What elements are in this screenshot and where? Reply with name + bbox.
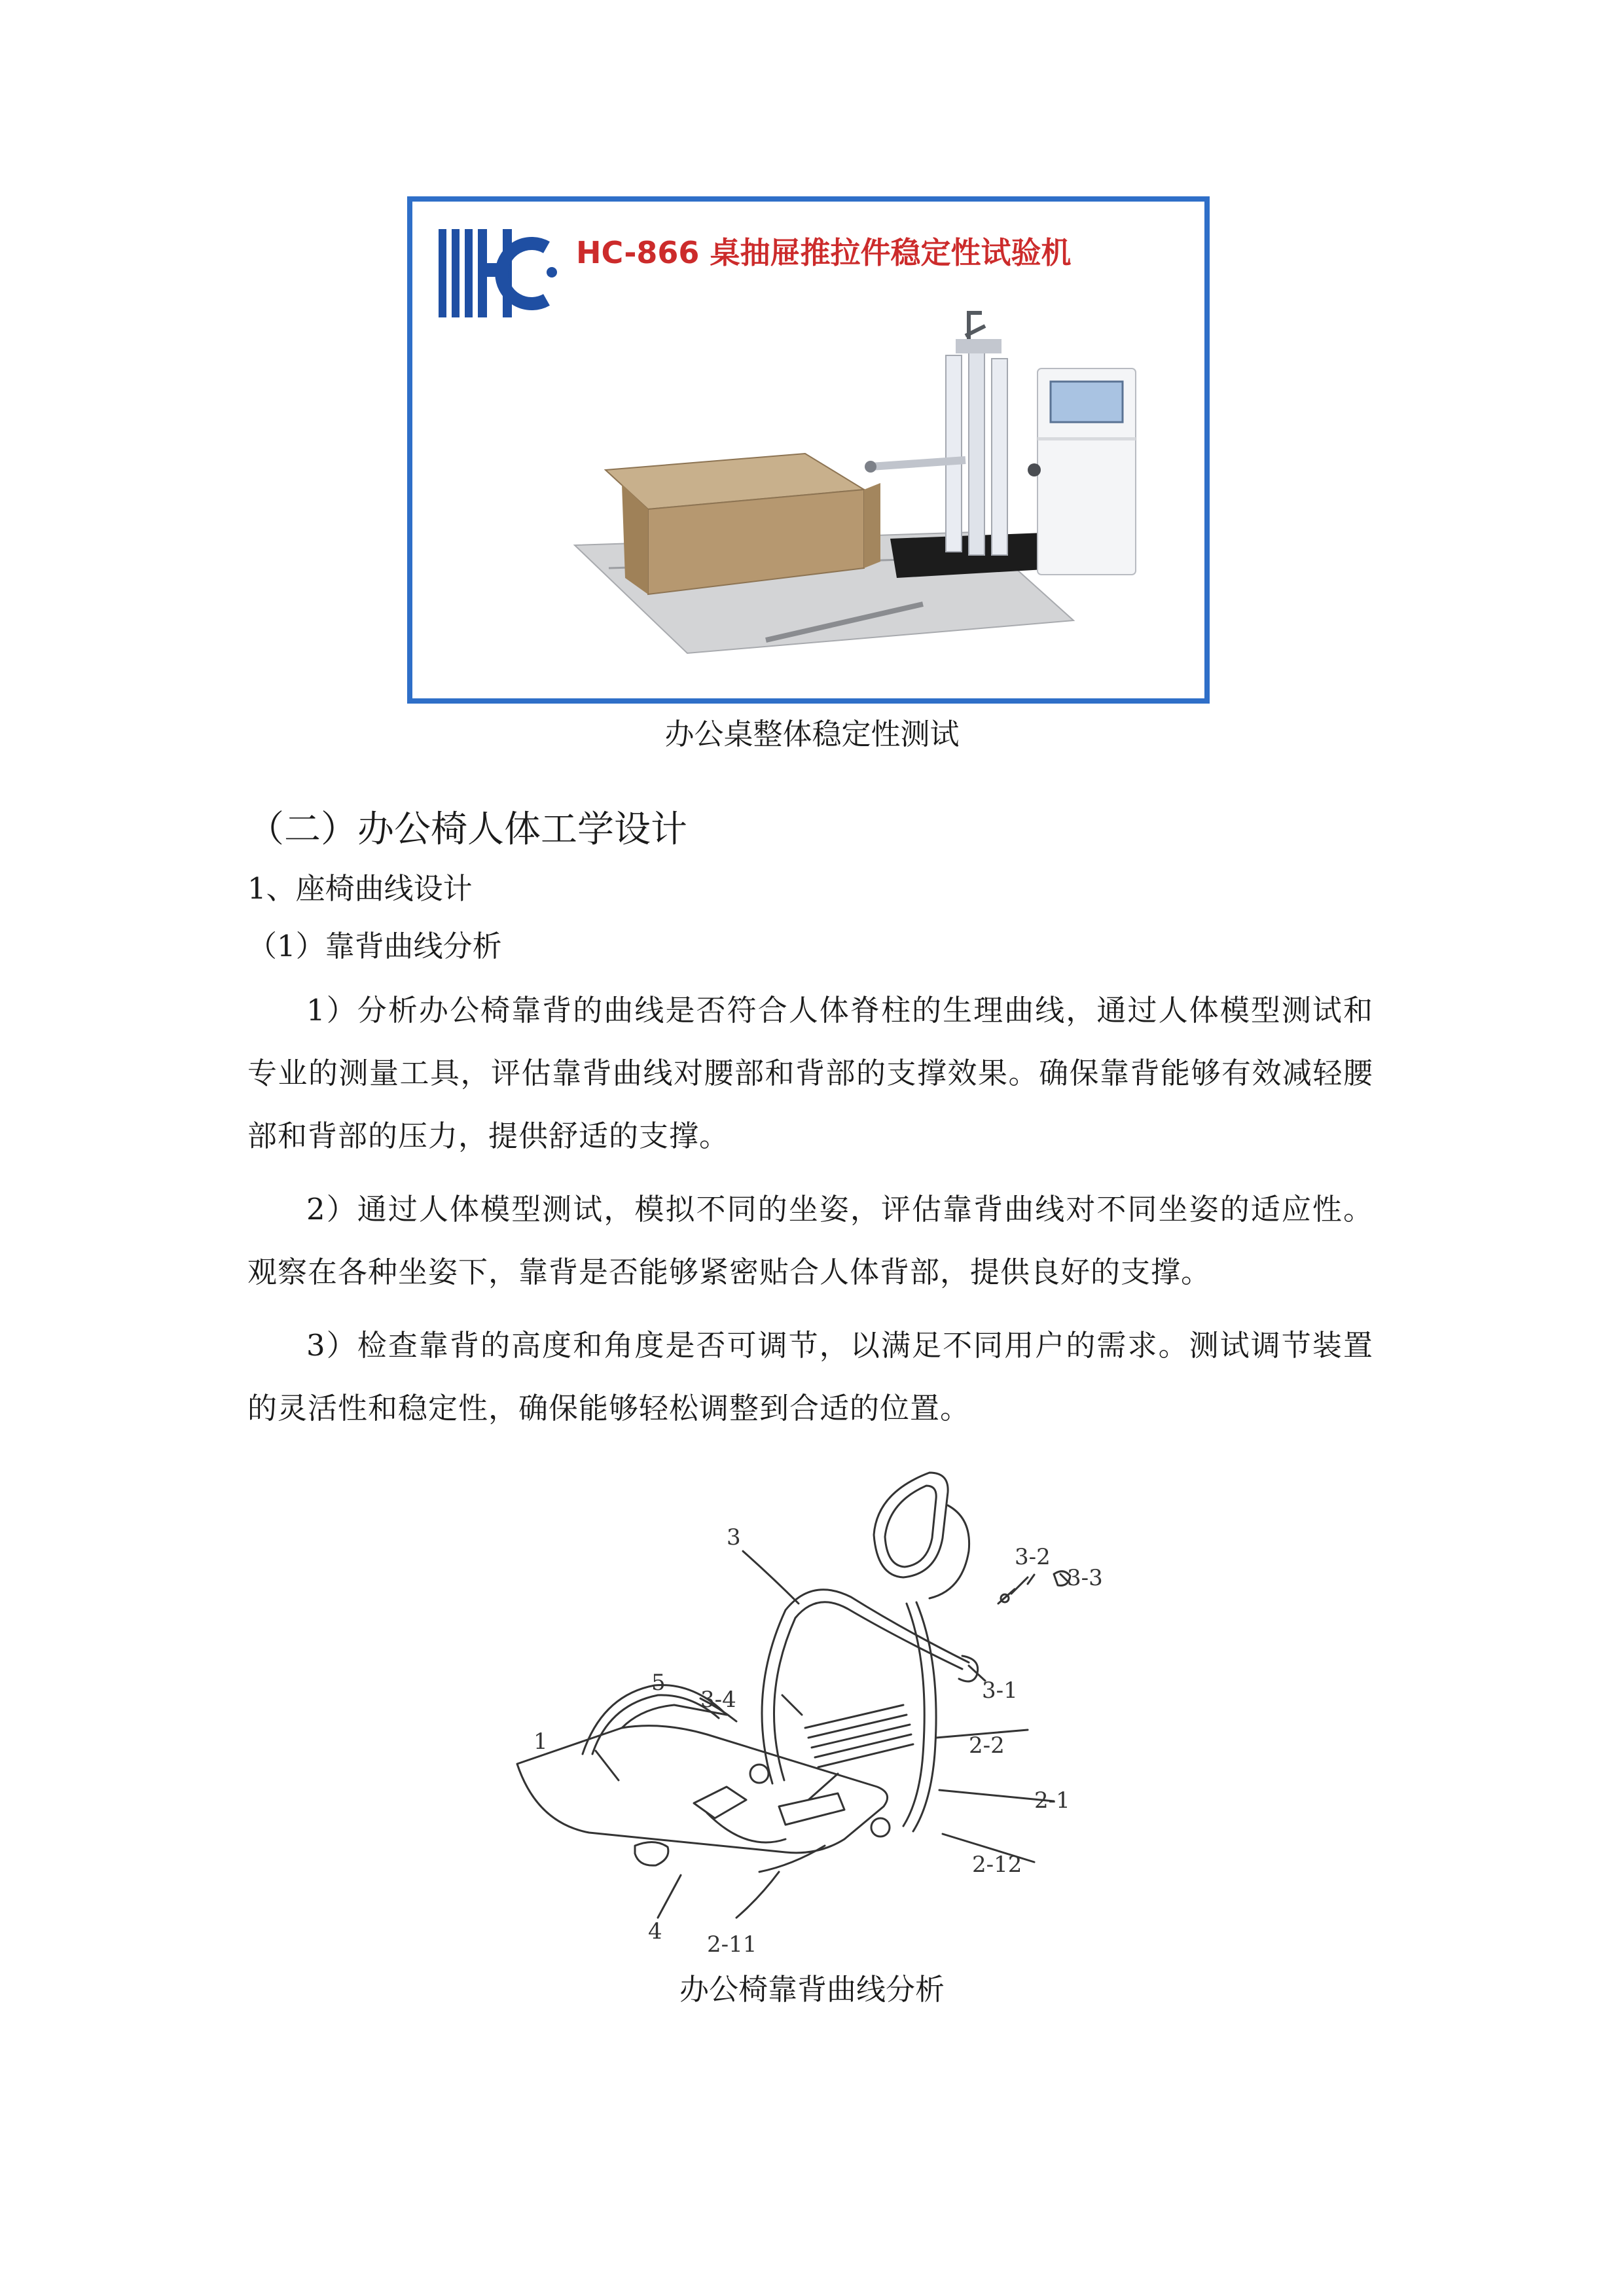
machine-title: HC-866 桌抽屉推拉件稳定性试验机	[576, 235, 1072, 270]
subsection-heading: 1、座椅曲线设计	[247, 871, 473, 906]
section-heading: （二）办公椅人体工学设计	[247, 808, 687, 851]
paragraph-3: 3）检查靠背的高度和角度是否可调节，以满足不同用户的需求。测试调节装置的灵活性和稳定性，确保能够轻松调整到合适的位置。	[247, 1328, 1373, 1426]
part-label-3-4: 3-4	[700, 1687, 736, 1713]
part-label-2-11: 2-11	[707, 1931, 757, 1957]
part-label-2-12: 2-12	[972, 1852, 1022, 1878]
part-label-3: 3	[727, 1524, 741, 1551]
figure1-caption: 办公桌整体稳定性测试	[664, 717, 960, 751]
figure2-caption: 办公椅靠背曲线分析	[679, 1972, 945, 2007]
part-label-3-1: 3-1	[982, 1677, 1018, 1704]
part-label-2-1: 2-1	[1034, 1787, 1070, 1814]
part-label-5: 5	[651, 1670, 666, 1696]
part-label-3-2: 3-2	[1015, 1544, 1051, 1570]
paragraph-2: 2）通过人体模型测试，模拟不同的坐姿，评估靠背曲线对不同坐姿的适应性。观察在各种坐姿下，靠背是否能够紧密贴合人体背部，提供良好的支撑。	[247, 1192, 1373, 1289]
test-machine-photo	[407, 196, 1210, 704]
part-label-1: 1	[533, 1729, 548, 1755]
chair-diagram	[511, 1446, 1139, 1957]
sub-subsection-heading: （1）靠背曲线分析	[247, 929, 502, 963]
test-machine-illustration	[412, 202, 1204, 698]
part-label-2-2: 2-2	[969, 1732, 1005, 1759]
chair-line-drawing	[511, 1446, 1139, 1957]
part-label-3-3: 3-3	[1067, 1565, 1103, 1591]
hc-logo	[439, 229, 557, 317]
part-label-4: 4	[648, 1918, 662, 1945]
paragraph-1: 1）分析办公椅靠背的曲线是否符合人体脊柱的生理曲线，通过人体模型测试和专业的测量工具，评估靠背曲线对腰部和背部的支撑效果。确保靠背能够有效减轻腰部和背部的压力，提供舒适的支撑。	[247, 993, 1373, 1153]
